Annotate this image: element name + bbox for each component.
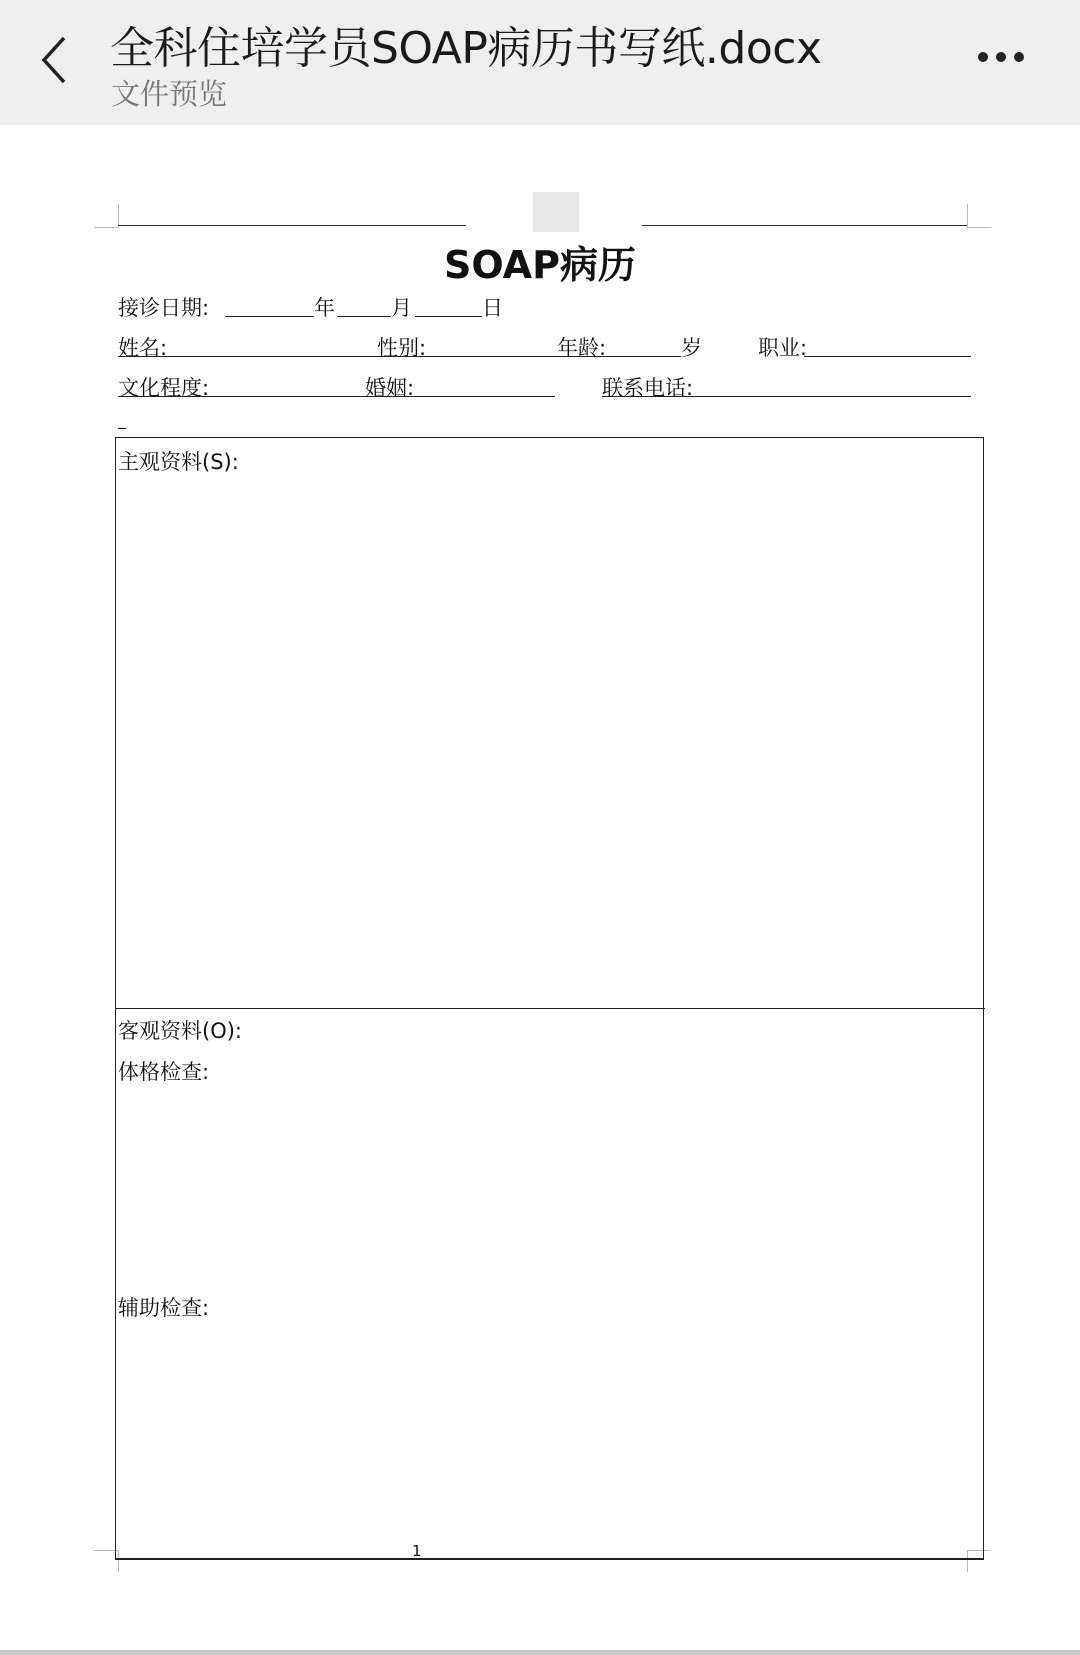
age-label: 年龄:: [557, 336, 607, 360]
header-rule-left: [118, 225, 466, 226]
occupation-underline: [804, 356, 971, 357]
page-number: 1: [412, 1542, 422, 1560]
more-horizontal-icon[interactable]: [978, 52, 1028, 66]
header-rule-right: [642, 225, 967, 226]
file-title: 全科住培学员SOAP病历书写纸.docx: [110, 23, 822, 74]
corner-mark: [967, 227, 991, 228]
bottom-bar: [0, 1650, 1080, 1655]
physical-exam-label: 体格检查:: [118, 1060, 210, 1084]
day-blank: [415, 316, 482, 317]
age-unit: 岁: [681, 336, 702, 360]
month-label: 月: [391, 296, 412, 320]
phone-label: 联系电话:: [602, 376, 694, 400]
table-divider: [115, 1008, 985, 1009]
corner-mark: [94, 227, 118, 228]
subjective-label: 主观资料(S):: [118, 450, 239, 474]
chevron-left-icon[interactable]: [38, 32, 78, 88]
occupation-label: 职业:: [758, 336, 808, 360]
document-title: SOAP病历: [444, 243, 636, 287]
corner-mark: [118, 204, 119, 227]
year-blank: [225, 316, 314, 317]
auxiliary-exam-label: 辅助检查:: [118, 1296, 210, 1320]
gender-label: 性别:: [377, 336, 427, 360]
file-preview-subtitle: 文件预览: [111, 77, 228, 111]
name-label: 姓名:: [118, 336, 168, 360]
date-label: 接诊日期:: [118, 296, 210, 320]
year-label: 年: [314, 296, 335, 320]
stray-mark: _: [118, 410, 126, 429]
soap-table: [115, 437, 984, 1560]
corner-mark: [967, 204, 968, 227]
education-label: 文化程度:: [118, 376, 210, 400]
day-label: 日: [482, 296, 503, 320]
month-blank: [337, 316, 391, 317]
header-image-placeholder: [533, 192, 579, 232]
top-bar: [0, 0, 1080, 125]
marital-label: 婚姻:: [365, 376, 415, 400]
objective-label: 客观资料(O):: [118, 1019, 242, 1043]
